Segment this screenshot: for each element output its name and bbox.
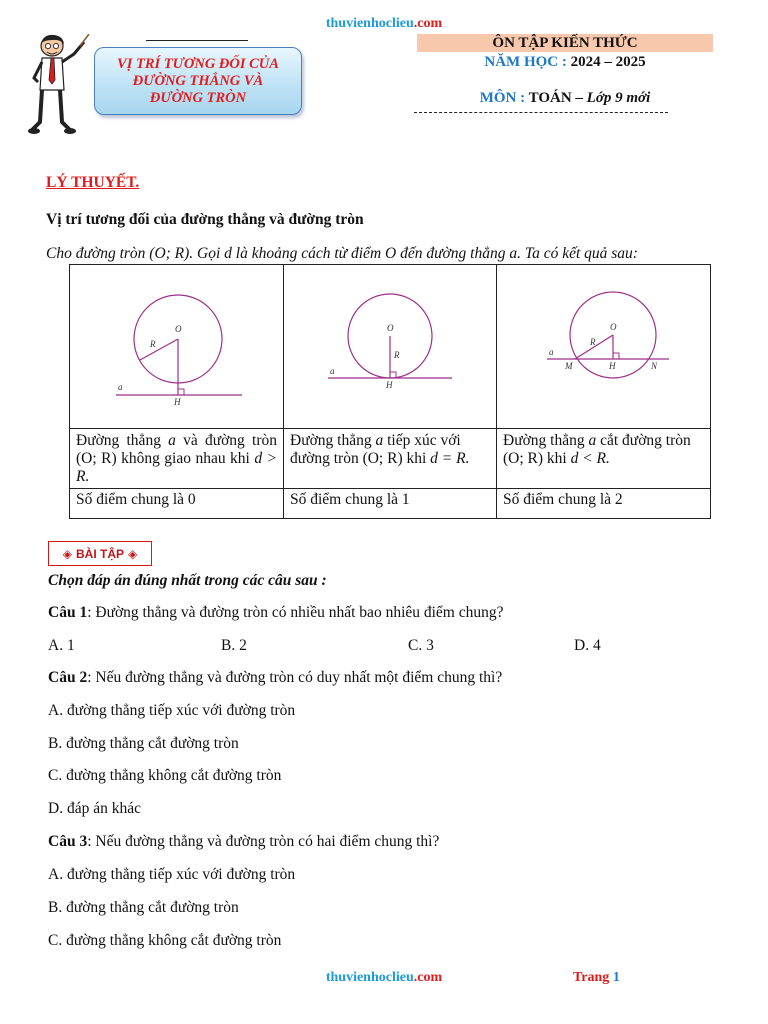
figure-cell-tangent	[284, 265, 497, 429]
school-year: NĂM HỌC : 2024 – 2025	[484, 54, 646, 70]
header-divider	[414, 112, 668, 113]
theory-heading: LÝ THUYẾT.	[46, 174, 140, 191]
answer-option[interactable]: D. đáp án khác	[48, 800, 141, 817]
double-diamond-icon: ◈	[128, 546, 138, 561]
label-h: H	[386, 380, 393, 390]
exercise-instruction: Chọn đáp án đúng nhất trong các câu sau :	[48, 572, 327, 589]
question-1: Câu 1: Đường thẳng và đường tròn có nhiều nhất bao nhiêu điểm chung?	[48, 604, 504, 621]
subject-line: MÔN : TOÁN – Lớp 9 mới	[479, 90, 651, 106]
double-diamond-icon: ◈	[62, 546, 72, 561]
case-description-no-intersection: Đường thẳng a và đường tròn (O; R) không giao nhau khi d > R.	[70, 429, 284, 489]
answer-option[interactable]: C. 3	[408, 637, 434, 654]
footer-site-name[interactable]: thuvienhoclieu.com	[325, 970, 443, 985]
label-r: R	[150, 339, 156, 349]
answer-option[interactable]: B. đường thẳng cắt đường tròn	[48, 735, 239, 752]
answer-option[interactable]: D. 4	[574, 637, 601, 654]
diagram-intersect	[497, 265, 709, 428]
label-o: O	[610, 322, 617, 332]
case-description-intersect: Đường thẳng a cắt đường tròn (O; R) khi d < R.	[497, 429, 711, 489]
diagram-no-intersection	[70, 265, 282, 428]
diagram-tangent	[284, 265, 495, 428]
teacher-mascot-icon	[28, 34, 90, 136]
label-r: R	[590, 337, 596, 347]
label-n: N	[651, 361, 658, 371]
figure-cell-intersect	[497, 265, 711, 429]
exercise-badge: ◈ BÀI TẬP ◈	[48, 541, 152, 566]
answer-option[interactable]: B. 2	[221, 637, 247, 654]
figure-cell-no-intersection	[70, 265, 284, 429]
label-a: a	[330, 366, 335, 376]
label-o: O	[175, 324, 182, 334]
page-number: Trang 1	[573, 970, 620, 985]
header-site-name[interactable]: thuvienhoclieu.com	[325, 16, 443, 31]
common-points-count: Số điểm chung là 2	[497, 489, 711, 519]
review-heading: ÔN TẬP KIẾN THỨC	[417, 34, 713, 52]
common-points-count: Số điểm chung là 0	[70, 489, 284, 519]
question-3: Câu 3: Nếu đường thẳng và đường tròn có hai điểm chung thì?	[48, 833, 440, 850]
topic-title: VỊ TRÍ TƯƠNG ĐỐI CỦA ĐƯỜNG THẲNG VÀ ĐƯỜNG TRÒN	[117, 55, 279, 106]
theory-intro: Cho đường tròn (O; R). Gọi d là khoảng cách từ điểm O đến đường thẳng a. Ta có kết quả sau:	[46, 245, 638, 262]
title-decorative-line	[146, 40, 248, 41]
case-description-tangent: Đường thẳng a tiếp xúc với đường tròn (O; R) khi d = R.	[284, 429, 497, 489]
answer-option[interactable]: C. đường thẳng không cắt đường tròn	[48, 932, 282, 949]
label-a: a	[118, 382, 123, 392]
label-o: O	[387, 323, 394, 333]
common-points-count: Số điểm chung là 1	[284, 489, 497, 519]
question-2: Câu 2: Nếu đường thẳng và đường tròn có duy nhất một điểm chung thì?	[48, 669, 503, 686]
position-table	[69, 264, 711, 519]
label-a: a	[549, 347, 554, 357]
theory-subheading: Vị trí tương đối của đường thẳng và đường tròn	[46, 211, 364, 228]
answer-option[interactable]: B. đường thẳng cắt đường tròn	[48, 899, 239, 916]
answer-option[interactable]: A. 1	[48, 637, 75, 654]
label-h: H	[609, 361, 616, 371]
label-h: H	[174, 397, 181, 407]
answer-option[interactable]: A. đường thẳng tiếp xúc với đường tròn	[48, 866, 296, 883]
answer-option[interactable]: A. đường thẳng tiếp xúc với đường tròn	[48, 702, 296, 719]
label-m: M	[565, 361, 573, 371]
topic-title-box	[94, 47, 302, 115]
answer-option[interactable]: C. đường thẳng không cắt đường tròn	[48, 767, 282, 784]
label-r: R	[394, 350, 400, 360]
